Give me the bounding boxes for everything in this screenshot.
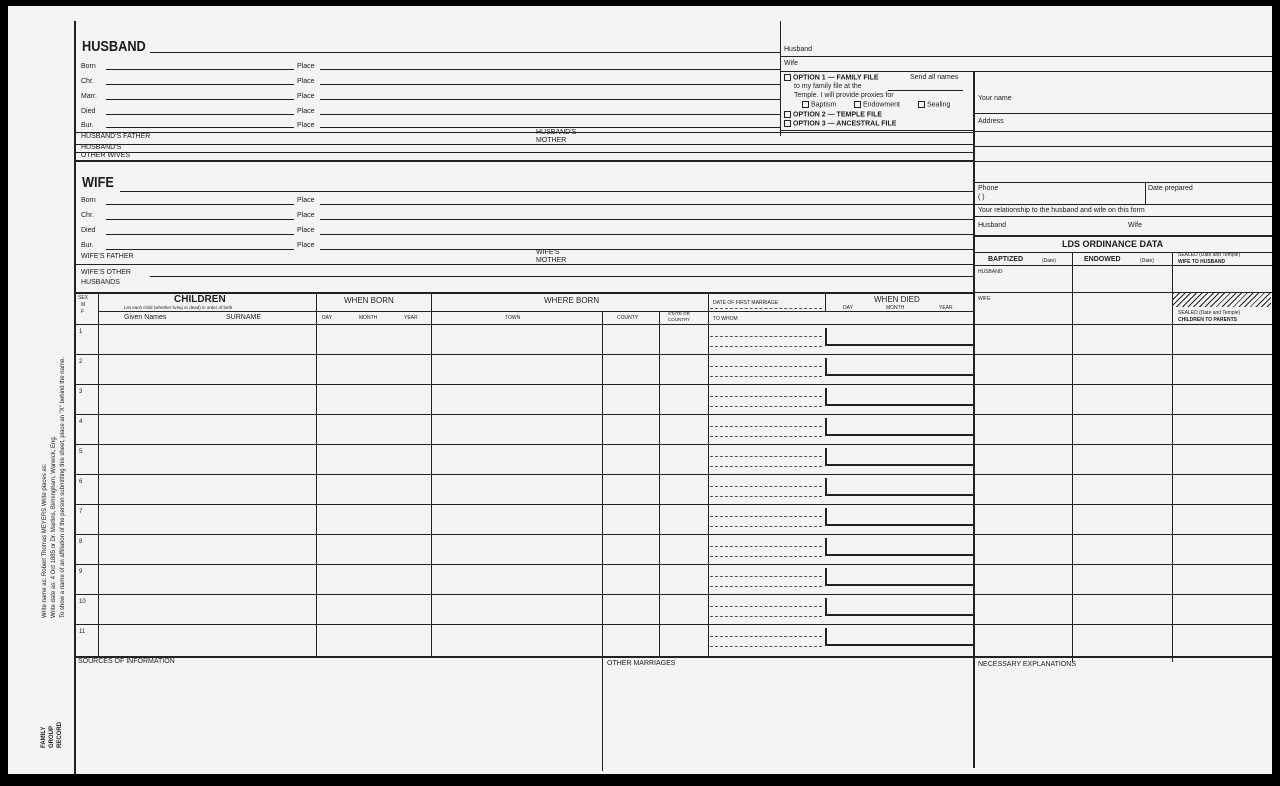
lds-husband-label: HUSBAND — [978, 269, 1003, 275]
date-prepared-label: Date prepared — [1148, 185, 1193, 192]
topright-wife-label: Wife — [784, 60, 798, 67]
marriage-dash-line — [710, 346, 822, 347]
marriage-dash-line — [710, 646, 822, 647]
lds-sealed-b: WIFE TO HUSBAND — [1178, 259, 1226, 265]
husband-mother-label-b: MOTHER — [536, 137, 567, 144]
option-1 — [784, 74, 879, 82]
husband-died-place-label: Place — [297, 108, 315, 115]
marriage-dash-line — [710, 586, 822, 587]
born-day-label: DAY — [322, 315, 332, 321]
endowment-checkbox[interactable] — [854, 101, 861, 108]
child-row-line — [74, 594, 1272, 595]
died-bracket-line — [825, 344, 973, 346]
husband-chr-place-label: Place — [297, 78, 315, 85]
sealing-checkbox[interactable] — [918, 101, 925, 108]
born-month-label: MONTH — [359, 315, 378, 321]
option-sealing — [918, 101, 950, 109]
option-2-checkbox[interactable] — [784, 111, 791, 118]
option-line-3: Temple. I will provide proxies for — [794, 92, 894, 99]
husband-born-place-label: Place — [297, 63, 315, 70]
died-bracket-vertical — [825, 568, 827, 585]
wife-other-husbands-b: HUSBANDS — [81, 279, 120, 286]
county-label: COUNTY — [617, 315, 639, 321]
relationship-husband: Husband — [978, 222, 1007, 229]
lds-baptized-note: (Date) — [1042, 258, 1056, 264]
child-row-number: 2 — [79, 359, 83, 365]
child-row-number: 1 — [79, 329, 83, 335]
wife-other-husbands-a: WIFE'S OTHER — [81, 269, 131, 276]
lds-title: LDS ORDINANCE DATA — [1062, 239, 1164, 249]
wife-bur-place-label: Place — [297, 242, 315, 249]
lds-sealed-c1: SEALED (Date and Temple) — [1178, 310, 1241, 316]
died-bracket-vertical — [825, 328, 827, 345]
died-bracket-line — [825, 584, 973, 586]
surname-label: SURNAME — [226, 314, 262, 321]
marriage-dash-line — [710, 546, 822, 547]
died-bracket-vertical — [825, 448, 827, 465]
died-bracket-vertical — [825, 598, 827, 615]
sealing-label: Sealing — [927, 101, 951, 109]
wife-born-label: Born — [81, 197, 96, 204]
lds-baptized: BAPTIZED — [988, 256, 1023, 263]
husband-other-wives-a: HUSBAND'S — [81, 144, 122, 151]
option-3-label: OPTION 3 — ANCESTRAL FILE — [793, 120, 897, 128]
form-title-b: GROUP — [49, 725, 55, 748]
child-row-line — [74, 444, 1272, 445]
wife-father-label: WIFE'S FATHER — [81, 253, 134, 260]
husband-mother-label-a: HUSBAND'S — [536, 129, 577, 136]
option-3 — [784, 120, 896, 128]
town-label: TOWN — [505, 315, 521, 321]
endowment-label: Endowment — [863, 101, 900, 109]
when-died-heading: WHEN DIED — [874, 295, 920, 304]
wife-heading: WIFE — [82, 174, 114, 191]
lds-sealed-a: SEALED (Date and Temple) — [1178, 252, 1241, 258]
died-bracket-line — [825, 554, 973, 556]
child-row-number: 9 — [79, 569, 83, 575]
child-row-line — [74, 474, 1272, 475]
child-row-number: 3 — [79, 389, 83, 395]
husband-marr-label: Marr. — [81, 93, 97, 100]
died-bracket-vertical — [825, 388, 827, 405]
died-bracket-line — [825, 374, 973, 376]
lds-sealed-c2: CHILDREN TO PARENTS — [1178, 317, 1237, 323]
died-bracket-vertical — [825, 628, 827, 645]
wife-chr-place-label: Place — [297, 212, 315, 219]
died-bracket-line — [825, 464, 973, 466]
husband-chr-label: Chr. — [81, 78, 94, 85]
marriage-dash-line — [710, 376, 822, 377]
topright-husband-label: Husband — [784, 46, 813, 53]
child-row-line — [74, 534, 1272, 535]
form-title-a: FAMILY — [41, 726, 47, 748]
husband-father-label: HUSBAND'S FATHER — [81, 133, 151, 140]
right-panel-divider — [973, 71, 975, 768]
marriage-dash-line — [710, 526, 822, 527]
left-margin-line — [74, 21, 76, 774]
child-row-line — [74, 354, 1272, 355]
child-row-number: 11 — [79, 629, 86, 635]
child-row-number: 7 — [79, 509, 83, 515]
option-3-checkbox[interactable] — [784, 120, 791, 127]
child-row-number: 8 — [79, 539, 83, 545]
phone-label: Phone — [978, 185, 999, 192]
sex-label-a: SEX — [78, 295, 89, 301]
child-row-line — [74, 624, 1272, 625]
wife-died-label: Died — [81, 227, 96, 234]
family-group-record-form — [8, 6, 1272, 774]
died-bracket-line — [825, 404, 973, 406]
child-row-line — [74, 384, 1272, 385]
wife-mother-label-b: MOTHER — [536, 257, 567, 264]
lds-endowed: ENDOWED — [1084, 256, 1121, 263]
children-note: List each child (whether living or dead) in order of birth — [124, 305, 233, 310]
husband-bur-label: Bur. — [81, 122, 94, 129]
died-day-label: DAY — [843, 305, 853, 311]
marriage-dash-line — [710, 366, 822, 367]
baptism-label: Baptism — [811, 101, 837, 109]
died-bracket-line — [825, 524, 973, 526]
child-row-number: 4 — [79, 419, 83, 425]
marriage-dash-line — [710, 516, 822, 517]
husband-other-wives-b: OTHER WIVES — [81, 152, 131, 159]
wife-died-place-label: Place — [297, 227, 315, 234]
sidebar-line-3: To show a name of an affiliation of the person submitting this sheet, place an "X" behind the name. — [60, 357, 66, 618]
died-bracket-vertical — [825, 478, 827, 495]
marriage-dash-line — [710, 466, 822, 467]
option-2-label: OPTION 2 — TEMPLE FILE — [793, 111, 883, 119]
born-year-label: YEAR — [404, 315, 418, 321]
marriage-dash-line — [710, 336, 822, 337]
option-1-label: OPTION 1 — FAMILY FILE — [793, 74, 879, 82]
husband-marr-place-label: Place — [297, 93, 315, 100]
marriage-dash-line — [710, 496, 822, 497]
first-marriage-label: DATE OF FIRST MARRIAGE — [713, 300, 779, 306]
child-row-number: 10 — [79, 599, 86, 605]
lds-endowed-note: (Date) — [1140, 258, 1154, 264]
died-bracket-vertical — [825, 508, 827, 525]
phone-paren: ( ) — [978, 194, 985, 201]
lds-hatched-cell — [1173, 293, 1271, 307]
wife-bur-label: Bur. — [81, 242, 94, 249]
marriage-dash-line — [710, 616, 822, 617]
died-year-label: YEAR — [939, 305, 953, 311]
form-title-c: RECORD — [57, 721, 63, 748]
child-row-number: 6 — [79, 479, 83, 485]
option-1-checkbox[interactable] — [784, 74, 791, 81]
option-2 — [784, 111, 882, 119]
children-heading: CHILDREN — [174, 294, 226, 305]
wife-chr-label: Chr. — [81, 212, 94, 219]
relationship-label: Your relationship to the husband and wife on this form — [978, 207, 1145, 214]
child-row-line — [74, 414, 1272, 415]
sex-label-c: F — [81, 309, 85, 315]
died-bracket-line — [825, 494, 973, 496]
to-whom-label: TO WHOM — [713, 316, 738, 322]
lds-wife-label: WIFE — [978, 296, 991, 302]
marriage-dash-line — [710, 556, 822, 557]
marriage-dash-line — [710, 576, 822, 577]
husband-top-divider — [780, 21, 781, 136]
marriage-dash-line — [710, 486, 822, 487]
option-1-note: Send all names — [910, 74, 959, 81]
child-row-number: 5 — [79, 449, 83, 455]
sidebar-line-2: Write date as: 4 Oct 1885 or Dr. Martins, Birmingham, Warwick, Eng. — [51, 435, 57, 618]
died-bracket-vertical — [825, 358, 827, 375]
died-bracket-vertical — [825, 418, 827, 435]
your-name-label: Your name — [978, 95, 1012, 102]
sex-label-b: M — [81, 302, 86, 308]
sidebar-line-1: Write name as: Robert Thomas MEYERS Write places as: — [42, 463, 48, 618]
marriage-dash-line — [710, 606, 822, 607]
child-row-line — [74, 504, 1272, 505]
state-label-a: STATE OR — [668, 311, 690, 316]
died-month-label: MONTH — [886, 305, 905, 311]
marriage-dash-line — [710, 396, 822, 397]
died-bracket-line — [825, 644, 973, 646]
died-bracket-line — [825, 614, 973, 616]
marriage-dash-line — [710, 426, 822, 427]
option-line-2: to my family file at the — [794, 83, 862, 90]
child-row-line — [74, 564, 1272, 565]
wife-mother-label-a: WIFE'S — [536, 249, 560, 256]
state-label-b: COUNTRY — [668, 317, 691, 322]
husband-born-label: Born — [81, 63, 96, 70]
sources-label: SOURCES OF INFORMATION — [78, 658, 175, 665]
died-bracket-vertical — [825, 538, 827, 555]
marriage-dash-line — [710, 456, 822, 457]
husband-heading: HUSBAND — [82, 38, 146, 55]
given-names-label: Given Names — [124, 314, 167, 321]
option-endowment — [854, 101, 900, 109]
marriage-dash-line — [710, 406, 822, 407]
husband-died-label: Died — [81, 108, 96, 115]
marriage-dash-line — [710, 636, 822, 637]
option-baptism — [802, 101, 836, 109]
marriage-dash-line — [710, 436, 822, 437]
address-label: Address — [978, 118, 1004, 125]
other-marriages-label: OTHER MARRIAGES — [607, 660, 676, 667]
explanations-label: NECESSARY EXPLANATIONS — [978, 661, 1077, 668]
died-bracket-line — [825, 434, 973, 436]
husband-bur-place-label: Place — [297, 122, 315, 129]
relationship-wife: Wife — [1128, 222, 1142, 229]
wife-born-place-label: Place — [297, 197, 315, 204]
when-born-heading: WHEN BORN — [344, 296, 394, 305]
baptism-checkbox[interactable] — [802, 101, 809, 108]
where-born-heading: WHERE BORN — [544, 296, 600, 305]
